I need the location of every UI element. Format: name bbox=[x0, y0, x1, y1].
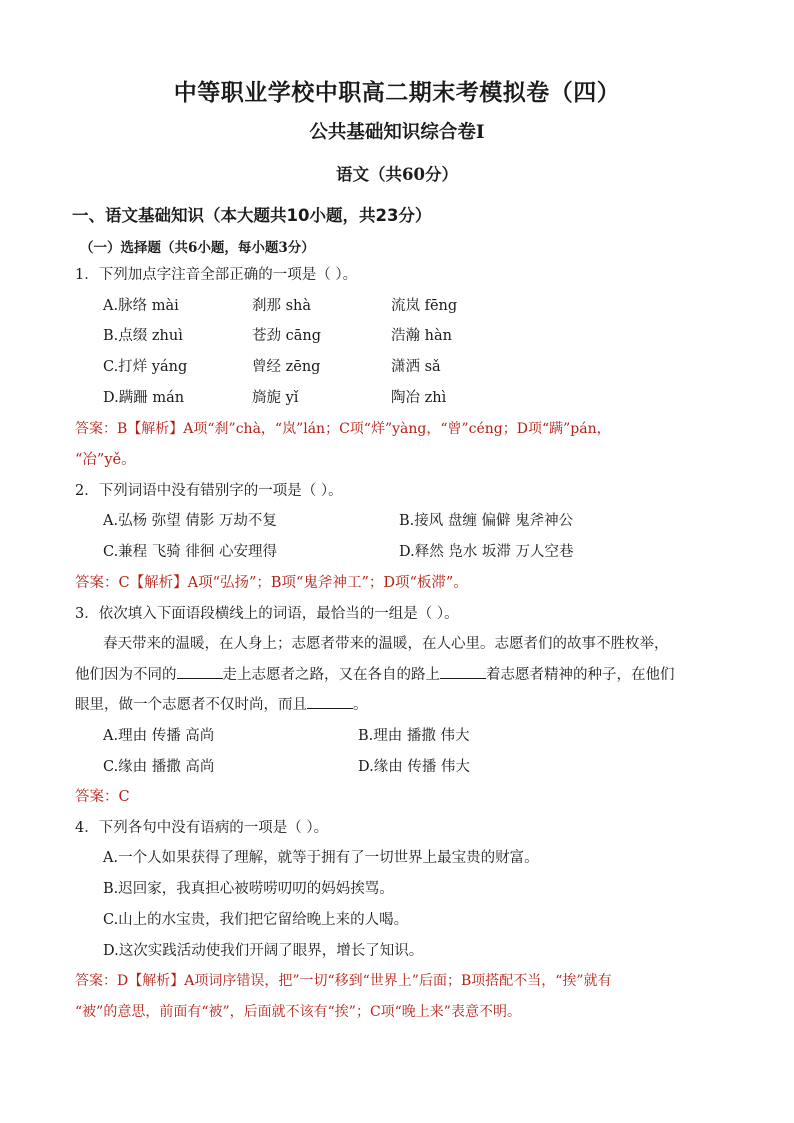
q2-option-b: B.接风 盘缠 偏僻 鬼斧神公 bbox=[399, 513, 574, 529]
q1-option-b-3: 浩瀚 hàn bbox=[391, 328, 452, 344]
q1-option-d-2: 旖旎 yǐ bbox=[252, 390, 299, 406]
q4-option-a: A.一个人如果获得了理解，就等于拥有了一切世界上最宝贵的财富。 bbox=[103, 850, 539, 866]
q3-blank-3 bbox=[307, 695, 353, 709]
q3-passage-line-3 bbox=[75, 695, 368, 715]
q4-option-b: B.迟回家，我真担心被唠唠叨叨的妈妈挨骂。 bbox=[103, 881, 394, 897]
q1-option-c-3: 潇洒 sǎ bbox=[391, 359, 441, 375]
q2-option-c: C.兼程 飞骑 徘徊 心安理得 bbox=[103, 544, 278, 560]
q3-passage-2c: 着志愿者精神的种子，在他们 bbox=[486, 667, 675, 683]
q3-passage-2b: 走上志愿者之路，又在各自的路上 bbox=[222, 667, 440, 683]
q3-option-d: D.缘由 传播 伟大 bbox=[358, 759, 470, 775]
q1-answer-line-2: “冶”yě。 bbox=[75, 452, 136, 468]
q1-option-a-1: A.脉络 mài bbox=[103, 298, 179, 314]
q1-option-d-1: D.蹒跚 mán bbox=[103, 390, 185, 406]
q1-option-c-2: 曾经 zēng bbox=[252, 359, 321, 375]
question-1-stem: 1．下列加点字注音全部正确的一项是（ ）。 bbox=[75, 267, 358, 283]
q2-option-d: D.释然 凫水 坂滞 万人空巷 bbox=[399, 544, 574, 560]
q4-answer-line-1: 答案：D【解析】A项词序错误，把”一切“移到“世界上”后面；B项搭配不当，“挨”就有 bbox=[75, 973, 612, 989]
subsection-heading: （一）选择题（共6小题，每小题3分） bbox=[80, 240, 315, 256]
q3-option-a: A.理由 传播 高尚 bbox=[103, 728, 215, 744]
q4-answer-line-2: “被”的意思，前面有“被”，后面就不该有“挨”；C项“晚上来”表意不明。 bbox=[75, 1004, 521, 1020]
q3-passage-line-1: 春天带来的温暖，在人身上；志愿者带来的温暖，在人心里。志愿者们的故事不胜枚举， bbox=[103, 636, 669, 652]
q3-blank-2 bbox=[440, 665, 486, 679]
q2-option-a: A.弘杨 弥望 倩影 万劫不复 bbox=[103, 513, 277, 529]
q1-option-a-3: 流岚 fēng bbox=[391, 298, 458, 314]
q3-blank-1 bbox=[177, 665, 223, 679]
q1-option-a-2: 刹那 shà bbox=[252, 298, 312, 314]
q3-passage-2a: 他们因为不同的 bbox=[75, 667, 177, 683]
q3-passage-line-2 bbox=[75, 665, 675, 685]
subject-heading: 语文（共60分） bbox=[336, 165, 458, 184]
q1-option-c-1: C.打烊 yáng bbox=[103, 359, 188, 375]
question-2-stem: 2．下列词语中没有错别字的一项是（ ）。 bbox=[75, 483, 343, 499]
section-heading: 一、语文基础知识（本大题共10小题，共23分） bbox=[72, 206, 432, 225]
q1-answer-line-1: 答案：B【解析】A项“刹”chà，“岚”lán；C项“烊”yàng，“曾”céng；D项“蹒”pán， bbox=[75, 421, 611, 437]
q4-option-d: D.这次实践活动使我们开阔了眼界，增长了知识。 bbox=[103, 943, 424, 959]
q1-option-d-3: 陶冶 zhì bbox=[391, 390, 447, 406]
q1-option-b-2: 苍劲 cāng bbox=[252, 328, 321, 344]
exam-title: 中等职业学校中职高二期末考模拟卷（四） bbox=[173, 80, 621, 106]
q3-option-c: C.缘由 播撒 高尚 bbox=[103, 759, 215, 775]
question-4-stem: 4．下列各句中没有语病的一项是（ ）。 bbox=[75, 820, 329, 836]
q4-option-c: C.山上的水宝贵，我们把它留给晚上来的人喝。 bbox=[103, 912, 409, 928]
q1-option-b-1: B.点缀 zhuì bbox=[103, 328, 183, 344]
q3-answer: 答案：C bbox=[75, 789, 130, 805]
question-3-stem: 3．依次填入下面语段横线上的词语，最恰当的一组是（ ）。 bbox=[75, 606, 459, 622]
q2-answer: 答案：C【解析】A项“弘扬”；B项“鬼斧神工”；D项“板滞”。 bbox=[75, 575, 468, 591]
exam-subtitle: 公共基础知识综合卷Ⅰ bbox=[309, 122, 485, 143]
q3-passage-3a: 眼里，做一个志愿者不仅时尚，而且 bbox=[75, 697, 307, 713]
q3-option-b: B.理由 播撒 伟大 bbox=[358, 728, 470, 744]
q3-passage-3b: 。 bbox=[353, 697, 368, 713]
